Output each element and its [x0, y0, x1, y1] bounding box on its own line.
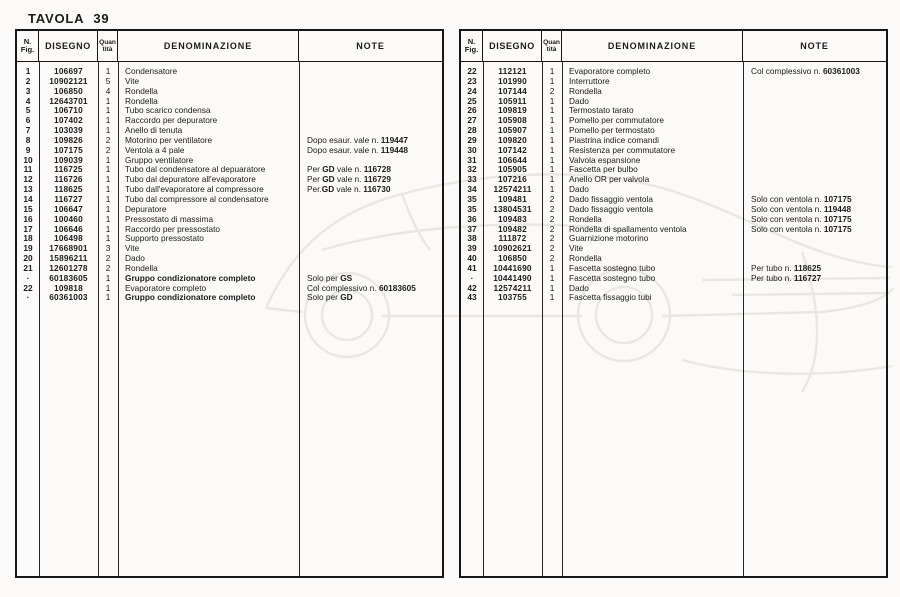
denominazione-cell: Tubo dal condensatore al depuaratore: [125, 164, 266, 175]
denominazione-cell: Evaporatore completo: [569, 66, 651, 76]
parts-table-right: [459, 29, 888, 578]
qty-cell: 2: [105, 144, 111, 155]
qty-cell: 1: [105, 272, 111, 283]
qty-cell: 1: [105, 213, 111, 224]
denominazione-cell: Tubo dal depuratore all'evaporatore: [125, 174, 256, 185]
disegno-cell: 105907: [498, 125, 527, 136]
disegno-cell: 10902621: [493, 243, 532, 254]
qty-cell: 1: [105, 154, 111, 165]
qty-cell: 2: [549, 85, 555, 96]
denominazione-cell: Rondella: [569, 253, 602, 264]
table-header: [461, 31, 886, 62]
denominazione-cell: Evaporatore completo: [125, 282, 207, 293]
disegno-cell: 103755: [498, 292, 527, 303]
denominazione-cell: Termostato tarato: [569, 105, 634, 116]
qty-cell: 1: [105, 164, 111, 175]
denominazione-cell: Valvola espansione: [569, 154, 641, 165]
page-title-label: TAVOLA: [28, 11, 85, 26]
header-fig-line2: Fig.: [20, 45, 35, 54]
fig-cell: 8: [25, 134, 31, 145]
denominazione-cell: Rondella: [569, 213, 602, 224]
fig-cell: 23: [467, 75, 477, 86]
fig-cell: 11: [23, 164, 33, 175]
fig-cell: 17: [23, 223, 33, 234]
denominazione-cell: Dado: [569, 282, 589, 293]
header-fig-line1: N.: [467, 36, 476, 46]
fig-cell: 7: [25, 125, 31, 136]
denominazione-cell: Anello di tenuta: [125, 125, 183, 136]
header-denominazione-label: DENOMINAZIONE: [607, 40, 697, 51]
fig-cell: 29: [467, 134, 477, 145]
disegno-cell: 109819: [498, 105, 527, 116]
denominazione-cell: Raccordo per pressostato: [125, 223, 221, 234]
qty-cell: 2: [549, 253, 555, 264]
disegno-cell: 116727: [54, 193, 83, 204]
fig-cell: 5: [25, 105, 31, 116]
fig-cell: 22: [467, 66, 477, 76]
disegno-cell: 107175: [54, 144, 83, 155]
fig-cell: 22: [23, 282, 33, 293]
denominazione-cell: Tubo dall'evaporatore al compressore: [125, 184, 264, 195]
qty-cell: 1: [549, 75, 555, 86]
denominazione-cell: Ventola a 4 pale: [125, 144, 185, 155]
fig-cell: 37: [467, 223, 477, 234]
header-qty-line1: Quan: [99, 38, 116, 46]
disegno-cell: 109820: [498, 134, 527, 145]
denominazione-cell: Fascetta per bulbo: [569, 164, 638, 175]
qty-cell: 1: [549, 95, 555, 106]
disegno-cell: 13804531: [493, 203, 532, 214]
qty-cell: 2: [549, 233, 555, 244]
fig-cell: 27: [467, 115, 477, 126]
denominazione-cell: Gruppo condizionatore completo: [125, 292, 256, 303]
denominazione-cell: Fascetta sostegno tubo: [569, 262, 656, 273]
qty-cell: 1: [549, 105, 555, 116]
qty-cell: 1: [105, 233, 111, 244]
fig-cell: 13: [23, 184, 33, 195]
header-qty-line1: Quan: [543, 38, 560, 46]
denominazione-cell: Vite: [125, 243, 140, 254]
qty-cell: 1: [549, 272, 555, 283]
qty-cell: 1: [549, 134, 555, 145]
denominazione-cell: Tubo dal compressore al condensatore: [125, 193, 269, 204]
note-cell: Dopo esaur. vale n. 119447: [307, 134, 409, 145]
disegno-cell: 105908: [498, 115, 527, 126]
qty-cell: 5: [105, 75, 111, 86]
table-row: [17, 293, 442, 303]
header-qty-line2: tità: [102, 46, 113, 53]
disegno-cell: 106498: [54, 233, 83, 244]
qty-cell: 2: [549, 203, 555, 214]
denominazione-cell: Gruppo ventilatore: [125, 154, 194, 165]
denominazione-cell: Rondella di spallamento ventola: [569, 223, 687, 234]
disegno-cell: 118625: [54, 184, 83, 195]
note-cell: Per GD vale n. 116728: [307, 164, 391, 175]
qty-cell: 1: [549, 174, 555, 185]
fig-cell: 3: [25, 85, 31, 96]
page-title: [28, 11, 109, 26]
disegno-cell: 112121: [498, 66, 527, 76]
header-qty: [542, 31, 562, 61]
disegno-cell: 12601278: [49, 262, 88, 273]
qty-cell: 2: [105, 253, 111, 264]
fig-cell: 16: [23, 213, 33, 224]
header-qty-line2: tità: [546, 46, 557, 53]
fig-cell: 39: [467, 243, 477, 254]
disegno-cell: 109826: [54, 134, 83, 145]
qty-cell: 1: [105, 223, 111, 234]
note-cell: Per GD vale n. 116729: [307, 174, 391, 185]
fig-cell: 18: [23, 233, 33, 244]
fig-cell: 4: [25, 95, 31, 106]
denominazione-cell: Gruppo condizionatore completo: [125, 272, 256, 283]
fig-cell: 42: [467, 282, 477, 293]
disegno-cell: 106850: [498, 253, 527, 264]
header-disegno-label: DISEGNO: [45, 40, 91, 51]
disegno-cell: 10441690: [493, 262, 532, 273]
disegno-cell: 106644: [498, 154, 527, 165]
denominazione-cell: Dado: [569, 184, 589, 195]
qty-cell: 1: [105, 66, 111, 76]
denominazione-cell: Pomello per termostato: [569, 125, 655, 136]
table-row: [461, 293, 886, 303]
denominazione-cell: Vite: [125, 75, 140, 86]
parts-table-left: [15, 29, 444, 578]
qty-cell: 1: [549, 262, 555, 273]
note-cell: Solo con ventola n. 119448: [751, 203, 852, 214]
header-note: [299, 31, 442, 61]
fig-cell: 35: [467, 203, 477, 214]
header-fig: [17, 31, 39, 61]
disegno-cell: 109482: [498, 223, 527, 234]
note-cell: Solo con ventola n. 107175: [751, 193, 852, 204]
note-cell: Per.GD vale n. 116730: [307, 184, 391, 195]
header-denominazione: [118, 31, 299, 61]
disegno-cell: 101990: [498, 75, 527, 86]
qty-cell: 1: [105, 115, 111, 126]
fig-cell: 26: [467, 105, 477, 116]
table-rows: [17, 67, 442, 303]
denominazione-cell: Condensatore: [125, 66, 178, 76]
fig-cell: 30: [467, 144, 477, 155]
header-note-label: NOTE: [800, 40, 829, 51]
disegno-cell: 12643701: [49, 95, 88, 106]
note-cell: Solo per GD: [307, 292, 353, 303]
denominazione-cell: Tubo scarico condensa: [125, 105, 211, 116]
header-disegno-label: DISEGNO: [489, 40, 535, 51]
qty-cell: 1: [105, 125, 111, 136]
disegno-cell: 106646: [54, 223, 83, 234]
fig-cell: 35: [467, 193, 477, 204]
disegno-cell: 12574211: [493, 184, 532, 195]
fig-cell: ·: [26, 272, 30, 283]
disegno-cell: 106697: [54, 66, 83, 76]
table-header: [17, 31, 442, 62]
fig-cell: 36: [467, 213, 477, 224]
disegno-cell: 109481: [498, 193, 527, 204]
qty-cell: 1: [549, 66, 555, 76]
qty-cell: 1: [105, 184, 111, 195]
denominazione-cell: Fascetta sostegno tubo: [569, 272, 656, 283]
fig-cell: 43: [467, 292, 477, 303]
disegno-cell: 116725: [54, 164, 83, 175]
note-cell: Per tubo n. 116727: [751, 272, 822, 283]
qty-cell: 2: [105, 134, 111, 145]
table-body: [17, 62, 442, 576]
qty-cell: 1: [549, 154, 555, 165]
fig-cell: 21: [23, 262, 33, 273]
fig-cell: 34: [467, 184, 477, 195]
note-cell: Solo con ventola n. 107175: [751, 213, 852, 224]
note-cell: Solo per GS: [307, 272, 353, 283]
denominazione-cell: Motorino per ventilatore: [125, 134, 213, 145]
denominazione-cell: Guarnizione motorino: [569, 233, 649, 244]
disegno-cell: 106850: [54, 85, 83, 96]
fig-cell: 38: [467, 233, 477, 244]
disegno-cell: 60361003: [49, 292, 88, 303]
fig-cell: 40: [467, 253, 477, 264]
disegno-cell: 15896211: [49, 253, 88, 264]
qty-cell: 1: [549, 164, 555, 175]
disegno-cell: 100460: [54, 213, 83, 224]
disegno-cell: 106710: [54, 105, 83, 116]
fig-cell: ·: [470, 272, 474, 283]
header-denominazione-label: DENOMINAZIONE: [163, 40, 253, 51]
denominazione-cell: Vite: [569, 243, 584, 254]
qty-cell: 1: [105, 105, 111, 116]
denominazione-cell: Pressostato di massima: [125, 213, 214, 224]
qty-cell: 2: [549, 213, 555, 224]
qty-cell: 1: [549, 184, 555, 195]
header-fig: [461, 31, 483, 61]
qty-cell: 2: [549, 243, 555, 254]
fig-cell: 10: [23, 154, 33, 165]
denominazione-cell: Dado fissaggio ventola: [569, 193, 653, 204]
page-title-number: 39: [93, 11, 110, 26]
header-qty: [98, 31, 118, 61]
fig-cell: 6: [25, 115, 31, 126]
denominazione-cell: Resistenza per commutatore: [569, 144, 676, 155]
header-denominazione: [562, 31, 743, 61]
fig-cell: ·: [26, 292, 30, 303]
disegno-cell: 106647: [54, 203, 83, 214]
disegno-cell: 107144: [498, 85, 527, 96]
qty-cell: 1: [549, 125, 555, 136]
denominazione-cell: Piastrina indice comandi: [569, 134, 659, 145]
fig-cell: 1: [25, 66, 31, 76]
disegno-cell: 107216: [498, 174, 527, 185]
qty-cell: 3: [105, 243, 111, 254]
denominazione-cell: Dado: [125, 253, 145, 264]
fig-cell: 32: [467, 164, 477, 175]
fig-cell: 15: [23, 203, 33, 214]
disegno-cell: 107402: [54, 115, 83, 126]
header-fig-line2: Fig.: [464, 45, 479, 54]
fig-cell: 2: [25, 75, 31, 86]
note-cell: Solo con ventola n. 107175: [751, 223, 852, 234]
qty-cell: 1: [105, 95, 111, 106]
disegno-cell: 105911: [498, 95, 527, 106]
note-cell: Col complessivo n. 60183605: [307, 282, 416, 293]
qty-cell: 1: [105, 203, 111, 214]
qty-cell: 4: [105, 85, 111, 96]
qty-cell: 1: [105, 282, 111, 293]
disegno-cell: 111872: [498, 233, 527, 244]
disegno-cell: 109039: [54, 154, 83, 165]
denominazione-cell: Dado fissaggio ventola: [569, 203, 653, 214]
qty-cell: 2: [105, 262, 111, 273]
qty-cell: 1: [105, 174, 111, 185]
denominazione-cell: Fascetta fissaggio tubi: [569, 292, 652, 303]
disegno-cell: 12574211: [493, 282, 532, 293]
fig-cell: 28: [467, 125, 477, 136]
disegno-cell: 109483: [498, 213, 527, 224]
fig-cell: 20: [23, 253, 33, 264]
header-disegno: [483, 31, 542, 61]
disegno-cell: 17668901: [49, 243, 88, 254]
qty-cell: 1: [549, 144, 555, 155]
note-cell: Dopo esaur. vale n. 119448: [307, 144, 409, 155]
qty-cell: 1: [105, 193, 111, 204]
disegno-cell: 109818: [54, 282, 83, 293]
qty-cell: 1: [549, 292, 555, 303]
header-note-label: NOTE: [356, 40, 385, 51]
fig-cell: 31: [467, 154, 477, 165]
denominazione-cell: Supporto pressostato: [125, 233, 204, 244]
fig-cell: 33: [467, 174, 477, 185]
qty-cell: 1: [549, 115, 555, 126]
denominazione-cell: Rondella: [569, 85, 602, 96]
denominazione-cell: Pomello per commutatore: [569, 115, 664, 126]
disegno-cell: 107142: [498, 144, 527, 155]
note-cell: Per tubo n. 118625: [751, 262, 822, 273]
header-note: [743, 31, 886, 61]
denominazione-cell: Rondella: [125, 85, 158, 96]
denominazione-cell: Rondella: [125, 262, 158, 273]
fig-cell: 12: [23, 174, 33, 185]
fig-cell: 24: [467, 85, 477, 96]
qty-cell: 2: [549, 193, 555, 204]
qty-cell: 2: [549, 223, 555, 234]
header-disegno: [39, 31, 98, 61]
fig-cell: 19: [23, 243, 33, 254]
denominazione-cell: Depuratore: [125, 203, 167, 214]
disegno-cell: 10441490: [493, 272, 532, 283]
disegno-cell: 10902121: [49, 75, 88, 86]
fig-cell: 14: [23, 193, 33, 204]
fig-cell: 41: [467, 262, 477, 273]
header-fig-line1: N.: [23, 36, 32, 46]
denominazione-cell: Dado: [569, 95, 589, 106]
qty-cell: 1: [105, 292, 111, 303]
fig-cell: 25: [467, 95, 477, 106]
denominazione-cell: Anello OR per valvola: [569, 174, 650, 185]
table-body: [461, 62, 886, 576]
denominazione-cell: Rondella: [125, 95, 158, 106]
denominazione-cell: Interruttore: [569, 75, 610, 86]
qty-cell: 1: [549, 282, 555, 293]
disegno-cell: 103039: [54, 125, 83, 136]
disegno-cell: 116726: [54, 174, 83, 185]
fig-cell: 9: [25, 144, 31, 155]
denominazione-cell: Raccordo per depuratore: [125, 115, 218, 126]
disegno-cell: 105905: [498, 164, 527, 175]
table-rows: [461, 67, 886, 303]
disegno-cell: 60183605: [49, 272, 88, 283]
note-cell: Col complessivo n. 60361003: [751, 66, 860, 76]
